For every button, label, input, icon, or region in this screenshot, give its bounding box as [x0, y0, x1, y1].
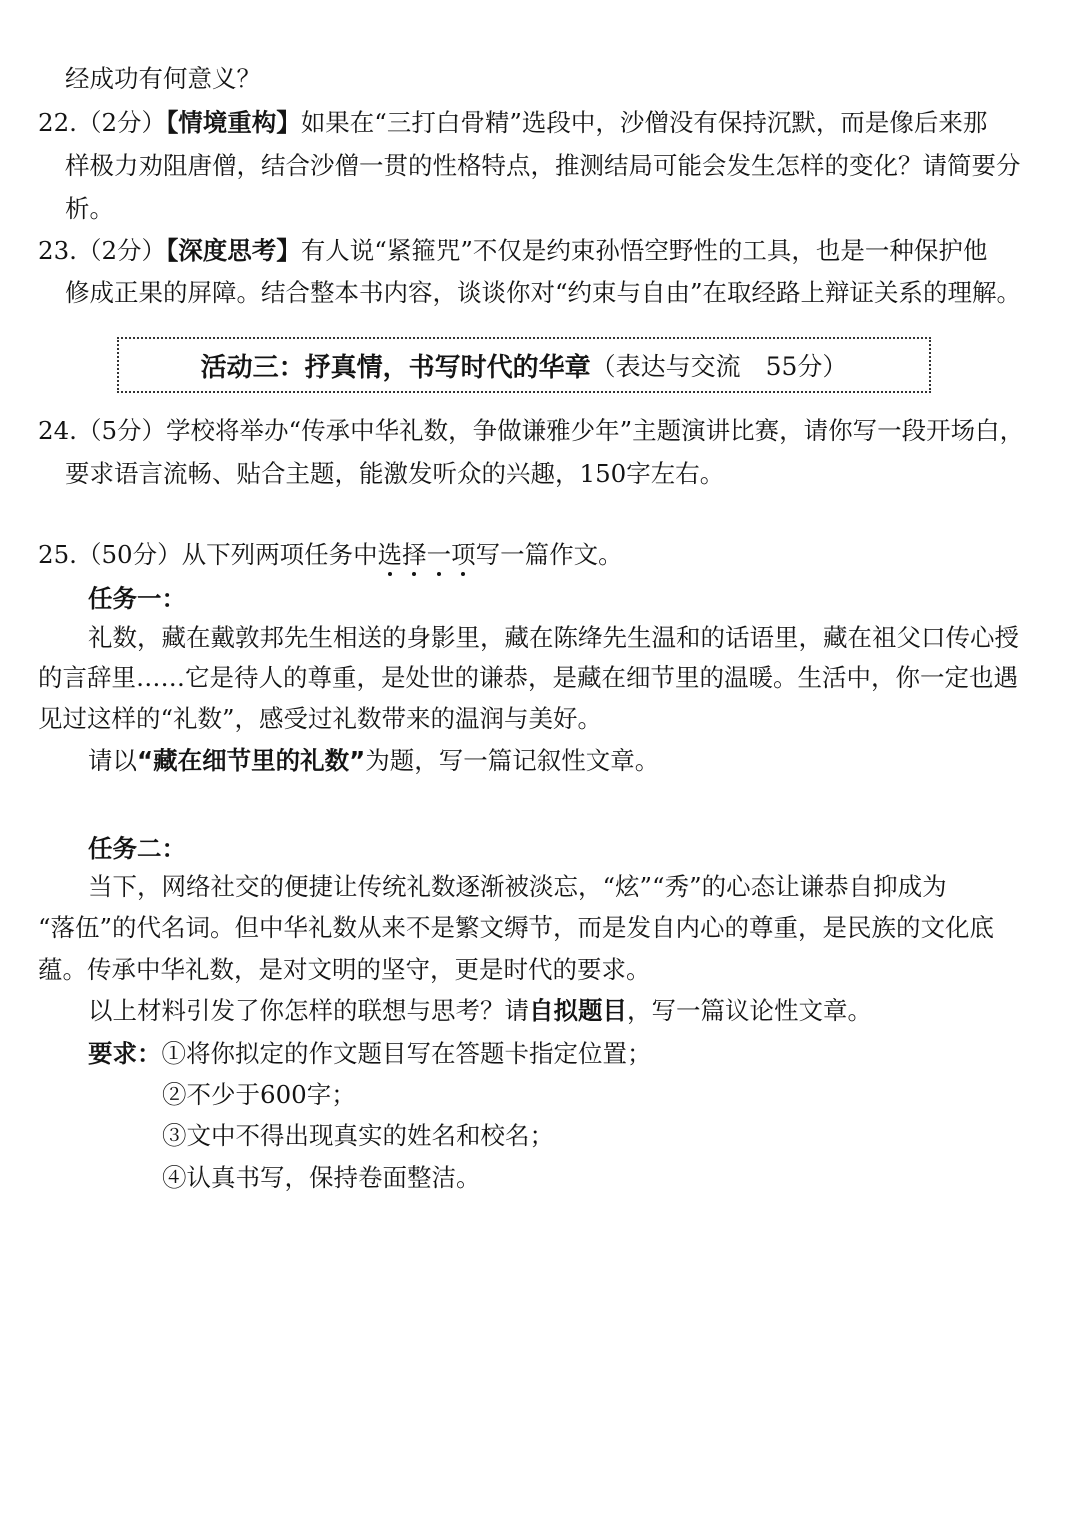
- task-one-para-line-3: 见过这样的“礼数”，感受过礼数带来的温润与美好。: [38, 704, 603, 733]
- question-22-line-2: 样极力劝阻唐僧，结合沙僧一贯的性格特点，推测结局可能会发生怎样的变化？请简要分: [65, 151, 1021, 180]
- requirement-3: ③文中不得出现真实的姓名和校名；: [162, 1121, 554, 1150]
- question-22-line-3: 析。: [65, 194, 114, 223]
- emphasis-char: 项: [451, 540, 476, 569]
- question-24-line-2: 要求语言流畅、贴合主题，能激发听众的兴趣，150字左右。: [65, 459, 725, 488]
- emphasis-char: 一: [426, 540, 452, 569]
- task-one-para-line-2: 的言辞里……它是待人的尊重，是处世的谦恭，是藏在细节里的温暖。生活中，你一定也遇: [38, 663, 1018, 692]
- emphasis-char: 选: [377, 540, 403, 569]
- requirements-label: 要求：: [88, 1039, 162, 1068]
- activity-subtitle: （表达与交流 55分）: [590, 352, 848, 381]
- activity-title: 活动三：抒真情，书写时代的华章: [200, 352, 591, 383]
- task-two-para-line-3: 蕴。传承中华礼数，是对文明的坚守，更是时代的要求。: [38, 955, 651, 984]
- task-two-para-line-2: “落伍”的代名词。但中华礼数从来不是繁文缛节，而是发自内心的尊重，是民族的文化底: [38, 913, 995, 942]
- requirement-1: 要求：①将你拟定的作文题目写在答题卡指定位置；: [88, 1039, 652, 1068]
- question-23-number: 23.（2分）: [38, 236, 167, 265]
- task-two-para-line-1: 当下，网络社交的便捷让传统礼数逐渐被淡忘，“炫”“秀”的心态让谦恭自抑成为: [88, 872, 947, 901]
- task-two-title: 任务二：: [88, 834, 186, 863]
- question-22-number: 22.（2分）: [38, 108, 167, 137]
- task-one-instruction: 请以“藏在细节里的礼数”为题，写一篇记叙性文章。: [88, 746, 660, 775]
- emphasis-char: 择: [402, 540, 427, 569]
- essay-title: “藏在细节里的礼数”: [137, 746, 366, 775]
- task-one-para-line-1: 礼数，藏在戴敦邦先生相送的身影里，藏在陈绛先生温和的话语里，藏在祖父口传心授: [88, 623, 1019, 652]
- task-two-instruction: 以上材料引发了你怎样的联想与思考？请自拟题目，写一篇议论性文章。: [88, 996, 872, 1025]
- question-23-line-1: 23.（2分）【深度思考】有人说“紧箍咒”不仅是约束孙悟空野性的工具，也是一种保护他: [38, 236, 988, 265]
- task-one-title: 任务一：: [88, 584, 186, 613]
- question-25: 25.（50分）从下列两项任务中选择一项写一篇作文。: [38, 540, 623, 569]
- requirement-4: ④认真书写，保持卷面整洁。: [162, 1163, 481, 1192]
- question-22-line-1: 22.（2分）【情境重构】如果在“三打白骨精”选段中，沙僧没有保持沉默，而是像后来那: [38, 108, 988, 137]
- question-22-tag: 【情境重构】: [166, 108, 301, 137]
- question-24-line-1: 24.（5分）学校将举办“传承中华礼数，争做谦雅少年”主题演讲比赛，请你写一段开场白，: [38, 416, 1025, 445]
- self-title-emphasis: 自拟题目: [529, 996, 627, 1025]
- requirement-2: ②不少于600字；: [162, 1080, 356, 1109]
- q21-continuation: 经成功有何意义？: [65, 64, 261, 93]
- activity-three-banner: [117, 337, 931, 393]
- question-23-tag: 【深度思考】: [166, 236, 301, 265]
- question-23-line-2: 修成正果的屏障。结合整本书内容，谈谈你对“约束与自由”在取经路上辩证关系的理解。: [65, 278, 1022, 307]
